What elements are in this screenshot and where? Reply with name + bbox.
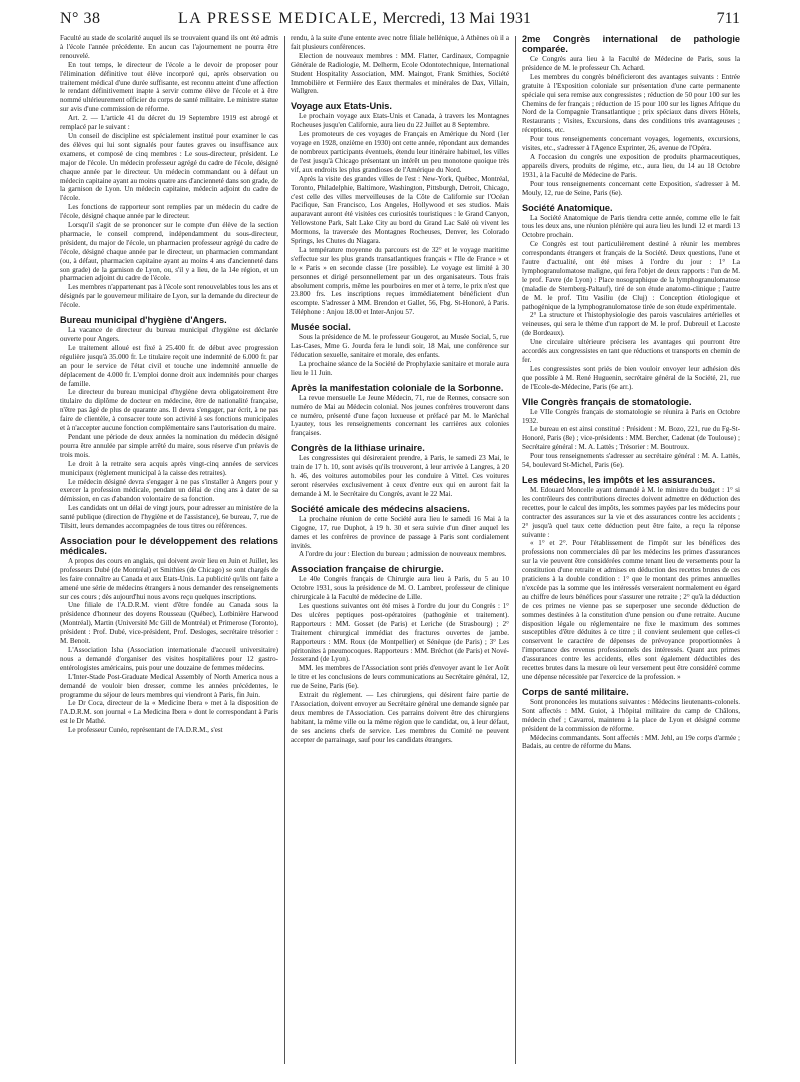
paragraph: 2° La structure et l'histophysiologie des parois vasculaires artérielles et veineuses, qui sera le thème d'un rapport de M. le prof. Dubreuil et Lacoste (de Bordeaux). — [522, 311, 740, 338]
column-rule — [284, 36, 285, 1064]
page-number: 711 — [716, 10, 740, 27]
column-rule — [515, 36, 516, 1064]
paragraph: Sont prononcées les mutations suivantes : Médecins lieutenants-colonels. Sont affectés : MM. Guiot, à l'hôpital militaire du camp de Châlons, médecin chef ; Cavarroi, maintenu à la place de Lyon et désigné comme président de la commission de réforme. — [522, 697, 740, 733]
paragraph: Une circulaire ultérieure précisera les avantages qui pourront être accordés aux congressistes en tant que réductions et transports en chemin de fer. — [522, 338, 740, 364]
section-heading: Voyage aux Etats-Unis. — [291, 101, 392, 112]
journal-name: LA PRESSE MEDICALE, — [178, 10, 379, 27]
paragraph: Les congressistes sont priés de bien vouloir envoyer leur adhésion dès que possible à M. René Huguenin, secrétaire général de la Société, 21, rue de l'Ecole-de-Médecine, Paris (6e arr.). — [522, 364, 740, 391]
paragraph: A l'occasion du congrès une exposition de produits pharmaceutiques, appareils divers, produits de régime, etc., aura lieu, du 14 au 18 Octobre 1931, à la Faculté de Médecine de Paris. — [522, 152, 740, 179]
paragraph: Les promoteurs de ces voyages de Français en Amérique du Nord (1er voyage en 1928, onzième en 1930) ont cette année, répondant aux demandes de nombreux participants éventuels, étendu leur itinéraire habituel, les villes de l'est jusqu'à Chicago présentant un intérêt un peu monotone quoique très vif, aux endroits les plus grandioses de l'Amérique du Nord. — [291, 130, 509, 174]
journal-title — [178, 10, 531, 28]
paragraph: L'Inter-Stade Post-Graduate Medical Assembly of North America nous a demandé de vouloir bien dresser, comme les années précédentes, le programme du séjour de leurs membres qui viendront à Paris, fin Juin. — [60, 672, 278, 699]
paragraph: Le directeur du bureau municipal d'hygiène devra obligatoirement être titulaire du diplôme de docteur en médecine, être de nationalité française, n'être pas âgé de plus de quarante ans. Il devra s'engager, par écrit, à ne pas faire de clientèle, à consacrer toute son activité à ses fonctions municipales et à n'accepter aucune fonction complémentaire sans l'autorisation du maire. — [60, 388, 278, 433]
paragraph: Ce Congrès aura lieu à la Faculté de Médecine de Paris, sous la présidence de M. le professeur Ch. Achard. — [522, 55, 740, 72]
paragraph: Pour tous renseignements s'adresser au secrétaire général : M. A. Lattès, 54, boulevard St-Michel, Paris (6e). — [522, 452, 740, 470]
paragraph: Médecins commandants. Sont affectés : MM. Jehl, au 19e corps d'armée ; Badais, au centre de réforme du Mans. — [522, 733, 740, 751]
paragraph: Election de nouveaux membres : MM. Flatter, Cardinaux, Compagnie Générale de Radiologie, M. Delherm, Ecole Odontotechnique, International Student Hospitality Association, MM. Maingot, Frank Smithies, Société Immobilière et Fermière des Eaux thermales et minérales de Dax, Villain, Wallgren. — [291, 51, 509, 96]
paragraph: Pendant une période de deux années la nomination du médecin désigné pourra être annulée par simple arrêté du maire, sous réserve d'un préavis de trois mois. — [60, 432, 278, 459]
paragraph: Le VIIe Congrès français de stomatologie se réunira à Paris en Octobre 1932. — [522, 407, 740, 425]
paragraph: Lorsqu'il s'agit de se prononcer sur le compte d'un élève de la section pharmacie, le conseil comprend, indépendamment du sous-directeur, président, du major de l'école, un pharmacien professeur agrégé du cadre de l'école, désigné chaque année par le directeur, un pharmacien commandant (ou, à défaut, pharmacien capitaine ayant au moins 4 ans d'ancienneté dans son grade) de la garnison de Lyon, ou, s'il y a lieu, de la 14e région, et un pharmacien adjoint du cadre de l'école. — [60, 221, 278, 283]
section-heading: Les médecins, les impôts et les assurances. — [522, 474, 716, 485]
section-heading: Après la manifestation coloniale de la Sorbonne. — [291, 382, 504, 393]
paragraph: La vacance de directeur du bureau municipal d'hygiène est déclarée ouverte pour Angers. — [60, 326, 278, 343]
paragraph: Les questions suivantes ont été mises à l'ordre du jour du Congrès : 1° Des ulcères peptiques post-opératoires (pathogénie et traitement). Rapporteurs : MM. Gosset (de Paris) et Leriche (de Strasbourg) ; 2° Traitement chirurgical immédiat des fractures ouvertes de jambe. Rapporteurs : MM. Roux (de Montpellier) et Sénèque (de Paris) ; 3° Les péritonites à pneumocoques. Rapporteurs : MM. Bréchot (de Paris) et Nové-Josserand (de Lyon). — [291, 602, 509, 664]
paragraph: L'Association Isha (Association internationale d'accueil universitaire) nous a demandé d'organiser des visites hospitalières pour 12 gastro-entérologistes américains, puis pour une douzaine de femmes médecins. — [60, 646, 278, 672]
paragraph: Le Dr Coca, directeur de la « Medicine Ibera » met à la disposition de l'A.D.R.M. son journal « La Medicina Ibera » dont le correspondant à Paris est le Dr Mathé. — [60, 699, 278, 726]
section-heading: Bureau municipal d'hygiène d'Angers. — [60, 315, 227, 326]
section-heading: Congrès de la lithiase urinaire. — [291, 443, 425, 454]
paragraph: Les congressistes qui désireraient prendre, à Paris, le samedi 23 Mai, le train de 17 h. 10, sont avisés qu'ils trouveront, à leur arrivée à Langres, à 20 h. 46, des voitures automobiles pour les conduire à Vittel. Ces voitures seront réservées exclusivement à ceux d'entre eux qui en auront fait la demande à M. le Secrétaire du Congrès, avant le 22 Mai. — [291, 454, 509, 498]
paragraph: Les candidats ont un délai de vingt jours, pour adresser au ministère de la santé publique (direction de l'hygiène et de l'assistance), 6e bureau, 7, rue de Tilsitt, leurs demandes accompagnées de tous titres ou références. — [60, 504, 278, 531]
paragraph: La Société Anatomique de Paris tiendra cette année, comme elle le fait tous les deux ans, une réunion plénière qui aura lieu les lundi 12 et mardi 13 Octobre prochain. — [522, 213, 740, 240]
section-heading: Association pour le développement des relations médicales. — [60, 535, 278, 556]
paragraph: Sous la présidence de M. le professeur Gougerot, au Musée Social, 5, rue Las-Cases, Mme G. Jourda fera le lundi soir, 18 Mai, une conférence sur l'éducation sexuelle, sanitaire et morale, des enfants. — [291, 333, 509, 359]
paragraph: rendu, à la suite d'une entente avec notre filiale hellénique, à Athènes où il a fait plusieurs conférences. — [291, 34, 509, 51]
paragraph: A propos des cours en anglais, qui doivent avoir lieu en Juin et Juillet, les professeurs Dubé (de Montréal) et Smithies (de Chicago) se sont chargés de les faire connaître au Canada et aux Etats-Unis. La publicité qu'ils ont faite a amené une série de médecins étrangers à nous demander des renseignements sur ces cours ; dès aujourd'hui nous avons reçu quelques inscriptions. — [60, 556, 278, 601]
paragraph: Les fonctions de rapporteur sont remplies par un médecin du cadre de l'école, désigné chaque année par le directeur. — [60, 203, 278, 221]
issue-date: Mercredi, 13 Mai 1931 — [382, 10, 531, 27]
paragraph: Le droit à la retraite sera acquis après vingt-cinq années de services municipaux (règlement municipal à la caisse des retraites). — [60, 459, 278, 477]
paragraph: La température moyenne du parcours est de 32° et le voyage maritime s'effectue sur les plus grands transatlantiques français « l'Ile de France » et le « Paris » en seconde classe (1re possible). Le voyage est limité à 30 personnes et dirigé personnellement par un des organisateurs. Tous frais absolument compris, même les pourboires en mer et à terre, le prix n'est que 23.800 frs. Les inscriptions reçues immédiatement bénéficient d'un escompte. S'adresser à MM. Brendon et Gallet, 56, Fbg. St-Honoré, à Paris. Téléphone : Anjou 18.00 et Inter-Anjou 57. — [291, 245, 509, 317]
paragraph: Le bureau en est ainsi constitué : Président : M. Bozo, 221, rue du Fg-St-Honoré, Paris (8e) ; vice-présidents : MM. Bercher, Cadenat (de Toulouse) ; Secrétaire général : M. A. Lattès ; Trésorier : M. Boutroux. — [522, 425, 740, 452]
section-heading: Société amicale des médecins alsaciens. — [291, 503, 470, 514]
paragraph: M. Edouard Moncelle ayant demandé à M. le ministre du budget : 1° si les contrôleurs des contributions directes doivent admettre en déduction des recettes, pour le calcul des impôts, les sommes payées par les médecins pour contracter des assurances sur la vie et des assurances contre les accidents ; 2° jusqu'à quel taux cette déduction peut être faite, a reçu la réponse suivante : — [522, 485, 740, 539]
paragraph: Les membres n'appartenant pas à l'école sont renouvelables tous les ans et désignés par le gouverneur militaire de Lyon, sur la demande du directeur de l'école. — [60, 283, 278, 310]
paragraph: Le 40e Congrès français de Chirurgie aura lieu à Paris, du 5 au 10 Octobre 1931, sous la présidence de M. O. Lambret, professeur de clinique chirurgicale à la Faculté de médecine de Lille. — [291, 575, 509, 602]
section-heading: 2me Congrès international de pathologie comparée. — [522, 34, 740, 54]
paragraph: Le professeur Cunéo, représentant de l'A.D.R.M., s'est — [68, 726, 223, 735]
column-middle — [291, 34, 509, 1068]
paragraph: Une filiale de l'A.D.R.M. vient d'être fondée au Canada sous la présidence d'honneur des doyens Rousseau (Québec), Lotbinière Harwood (Montréal), Martin (Université Mc Gill de Montréal) et Primerose (Toronto), président : Prof. Dubé, vice-président, Prof. Desloges, secrétaire trésorier : M. Benoit. — [60, 601, 278, 646]
paragraph: Pour tous renseignements concernant voyages, logements, excursions, visites, etc., s'adresser à l'Agence Exprinter, 26, avenue de l'Opéra. — [522, 135, 740, 153]
paragraph: Faculté au stade de scolarité auquel ils se trouvaient quand ils ont été admis à l'école l'année précédente. En aucun cas l'ajournement ne pourra être renouvelé. — [60, 34, 278, 60]
paragraph: Art. 2. — L'article 41 du décret du 19 Septembre 1919 est abrogé et remplacé par le suivant : — [60, 114, 278, 132]
paragraph: « 1° et 2°. Pour l'établissement de l'impôt sur les bénéfices des professions non commerciales dû par les médecins les primes d'assurances sur la vie peuvent être considérées comme tenant lieu de versements pour la constitution d'une retraite et admises en déduction des recettes brutes de ces praticiens à la double condition : 1° que le montant des primes annuelles n'excède pas la somme que les intéressés verseraient normalement eu égard au chiffre de leurs bénéfices pour s'assurer une retraite ; 2° qu'à la déduction de ces primes ne vienne pas se superposer une seconde déduction de sommes destinées à la constitution d'une pension ou d'une retraite. Aucune disposition légale ou réglementaire ne fixe le maximum des sommes susceptibles d'être déduites à ce titre ; il convient seulement que celles-ci conservent le caractère de dépenses de prévoyance proportionnées à l'importance des revenus professionnels des intéressés. Quant aux primes d'assurances contre les accidents, elles sont également déductibles des recettes brutes dans la mesure où leur versement peut être considéré comme une dépense nécessitée par l'exercice de la profession. » — [522, 539, 740, 681]
column-left — [60, 34, 278, 1068]
paragraph: Extrait du règlement. — Les chirurgiens, qui désirent faire partie de l'Association, doivent envoyer au Secrétaire général une demande signée par deux membres de l'Association. Ces parrains doivent être des chirurgiens habitant, la même ville ou la même région que le candidat, ou, à leur défaut, de ses anciens chefs de service. Les membres du Comité ne peuvent accepter de parrainage, sauf pour les candidats étrangers. — [291, 691, 509, 744]
section-heading: Corps de santé militaire. — [522, 686, 629, 697]
section-heading: Société Anatomique. — [522, 202, 613, 213]
paragraph: Un conseil de discipline est spécialement institué pour examiner le cas des élèves qui lui sont signalés pour fautes graves ou insuffisance aux examens, et composé de cinq membres : Le sous-directeur, président. Le major de l'école. Un médecin professeur agrégé du cadre de l'école, désigné chaque année par le directeur. Un médecin commandant ou à défaut un médecin capitaine ayant au moins quatre ans d'ancienneté dans son grade, de la garnison de Lyon. Un médecin capitaine, médecin adjoint du cadre de l'école. — [60, 131, 278, 203]
paragraph: Après la visite des grandes villes de l'est : New-York, Québec, Montréal, Toronto, Philadelphie, Baltimore, Washington, Pittsburgh, Detroit, Chicago, c'est celle des villes merveilleuses de la Côte de Californie sur l'Océan Pacifique, San Francisco, Los Angeles, Hollywood et ses studios. Mais auparavant auront été visitées ces curiosités touristiques : le Grand Canyon, Yellowstone Park, Salt Lake City au bord du Grand Lac Salé où vivent les Mormons, la traversée des Montagnes Rocheuses, Denver, les Colorado Springs, les Chutes du Niagara. — [291, 174, 509, 246]
paragraph: MM. les membres de l'Association sont priés d'envoyer avant le 1er Août le titre et les conclusions de leurs communications au Secrétaire général, 12, rue de Seine, Paris (6e). — [291, 664, 509, 691]
paragraph: A l'ordre du jour : Election du bureau ; admission de nouveaux membres. — [299, 550, 507, 559]
running-header — [60, 10, 740, 32]
paragraph: Les membres du congrès bénéficieront des avantages suivants : Entrée gratuite à l'Exposition coloniale sur présentation d'une carte permanente spéciale qui sera remise aux congressistes ; réduction de 50 pour 100 sur les Chemins de fer français ; réduction de 15 pour 100 sur les lignes Afrique du Nord de la Compagnie Transatlantique ; prix spéciaux dans divers Hôtels, Restaurants ; Visites, Excursions, dans des conditions très avantageuses ; réceptions, etc. — [522, 72, 740, 135]
section-heading: VIIe Congrès français de stomatologie. — [522, 396, 692, 407]
paragraph: La revue mensuelle Le Jeune Médecin, 71, rue de Rennes, consacre son numéro de Mai au Médecin colonial. Nos jeunes confrères trouveront dans ce numéro, présenté d'une façon luxueuse et préfacé par M. le Maréchal Lyautey, tous les renseignements concernant les carrières aux colonies françaises. — [291, 393, 509, 438]
section-heading: Association française de chirurgie. — [291, 564, 444, 575]
paragraph: La prochaine réunion de cette Société aura lieu le samedi 16 Mai à la Cigogne, 17, rue Duphot, à 19 h. 30 et sera suivie d'un dîner auquel les dames et les confrères de province de passage à Paris sont cordialement invités. — [291, 514, 509, 550]
paragraph: La prochaine séance de la Société de Prophylaxie sanitaire et morale aura lieu le 11 Juin. — [291, 359, 509, 377]
paragraph: En tout temps, le directeur de l'école a le devoir de proposer pour l'élimination définitive tout élève incorporé qui, après observation ou traitement médical d'une durée suffisante, est reconnu atteint d'une affection le rendant définitivement inapte à servir comme élève de l'école et à être nommé ultérieurement officier du corps de santé militaire. Le ministre statue sur avis d'une commission de réforme. — [60, 60, 278, 114]
paragraph: Le prochain voyage aux Etats-Unis et Canada, à travers les Montagnes Rocheuses jusqu'en Californie, aura lieu du 22 Juillet au 8 Septembre. — [291, 112, 509, 130]
paragraph: Pour tous renseignements concernant cette Exposition, s'adresser à M. Mouly, 12, rue de Seine, Paris (6e). — [522, 179, 740, 197]
paragraph: Le traitement alloué est fixé à 25.400 fr. de début avec progression régulière jusqu'à 35.000 fr. Le titulaire reçoit une indemnité de 6.000 fr. par an pour le service de l'état civil et touche une indemnité annuelle de déplacement de 4.000 fr. L'emploi donne droit aux indemnités pour charges de famille. — [60, 343, 278, 388]
paragraph: Le médecin désigné devra s'engager à ne pas s'installer à Angers pour y exercer la profession médicale, pendant un délai de cinq ans à dater de sa démission, en cas d'abandon volontaire de sa fonction. — [60, 477, 278, 504]
column-right — [522, 34, 740, 1068]
paragraph: Ce Congrès est tout particulièrement destiné à réunir les membres correspondants étrangers et français de la Société. Deux questions, l'une et l'autre d'actualité, ont été mises à l'ordre du jour : 1° La lymphogranulomatose maligne, qui fera l'objet de deux rapports : l'un de M. le prof. Favre (de Lyon) : Place nosographique de la lymphogranulomatose (maladie de Sternberg-Paltauf), tiré de son étude anatomo-clinique ; l'autre de M. le prof. Titu Vasiliu (de Cluj) : Conception étiologique et pathogénique de la lymphogranulomatose tirée de son étude expérimentale. — [522, 240, 740, 311]
section-heading: Musée social. — [291, 322, 351, 333]
issue-number: N° 38 — [60, 10, 101, 27]
